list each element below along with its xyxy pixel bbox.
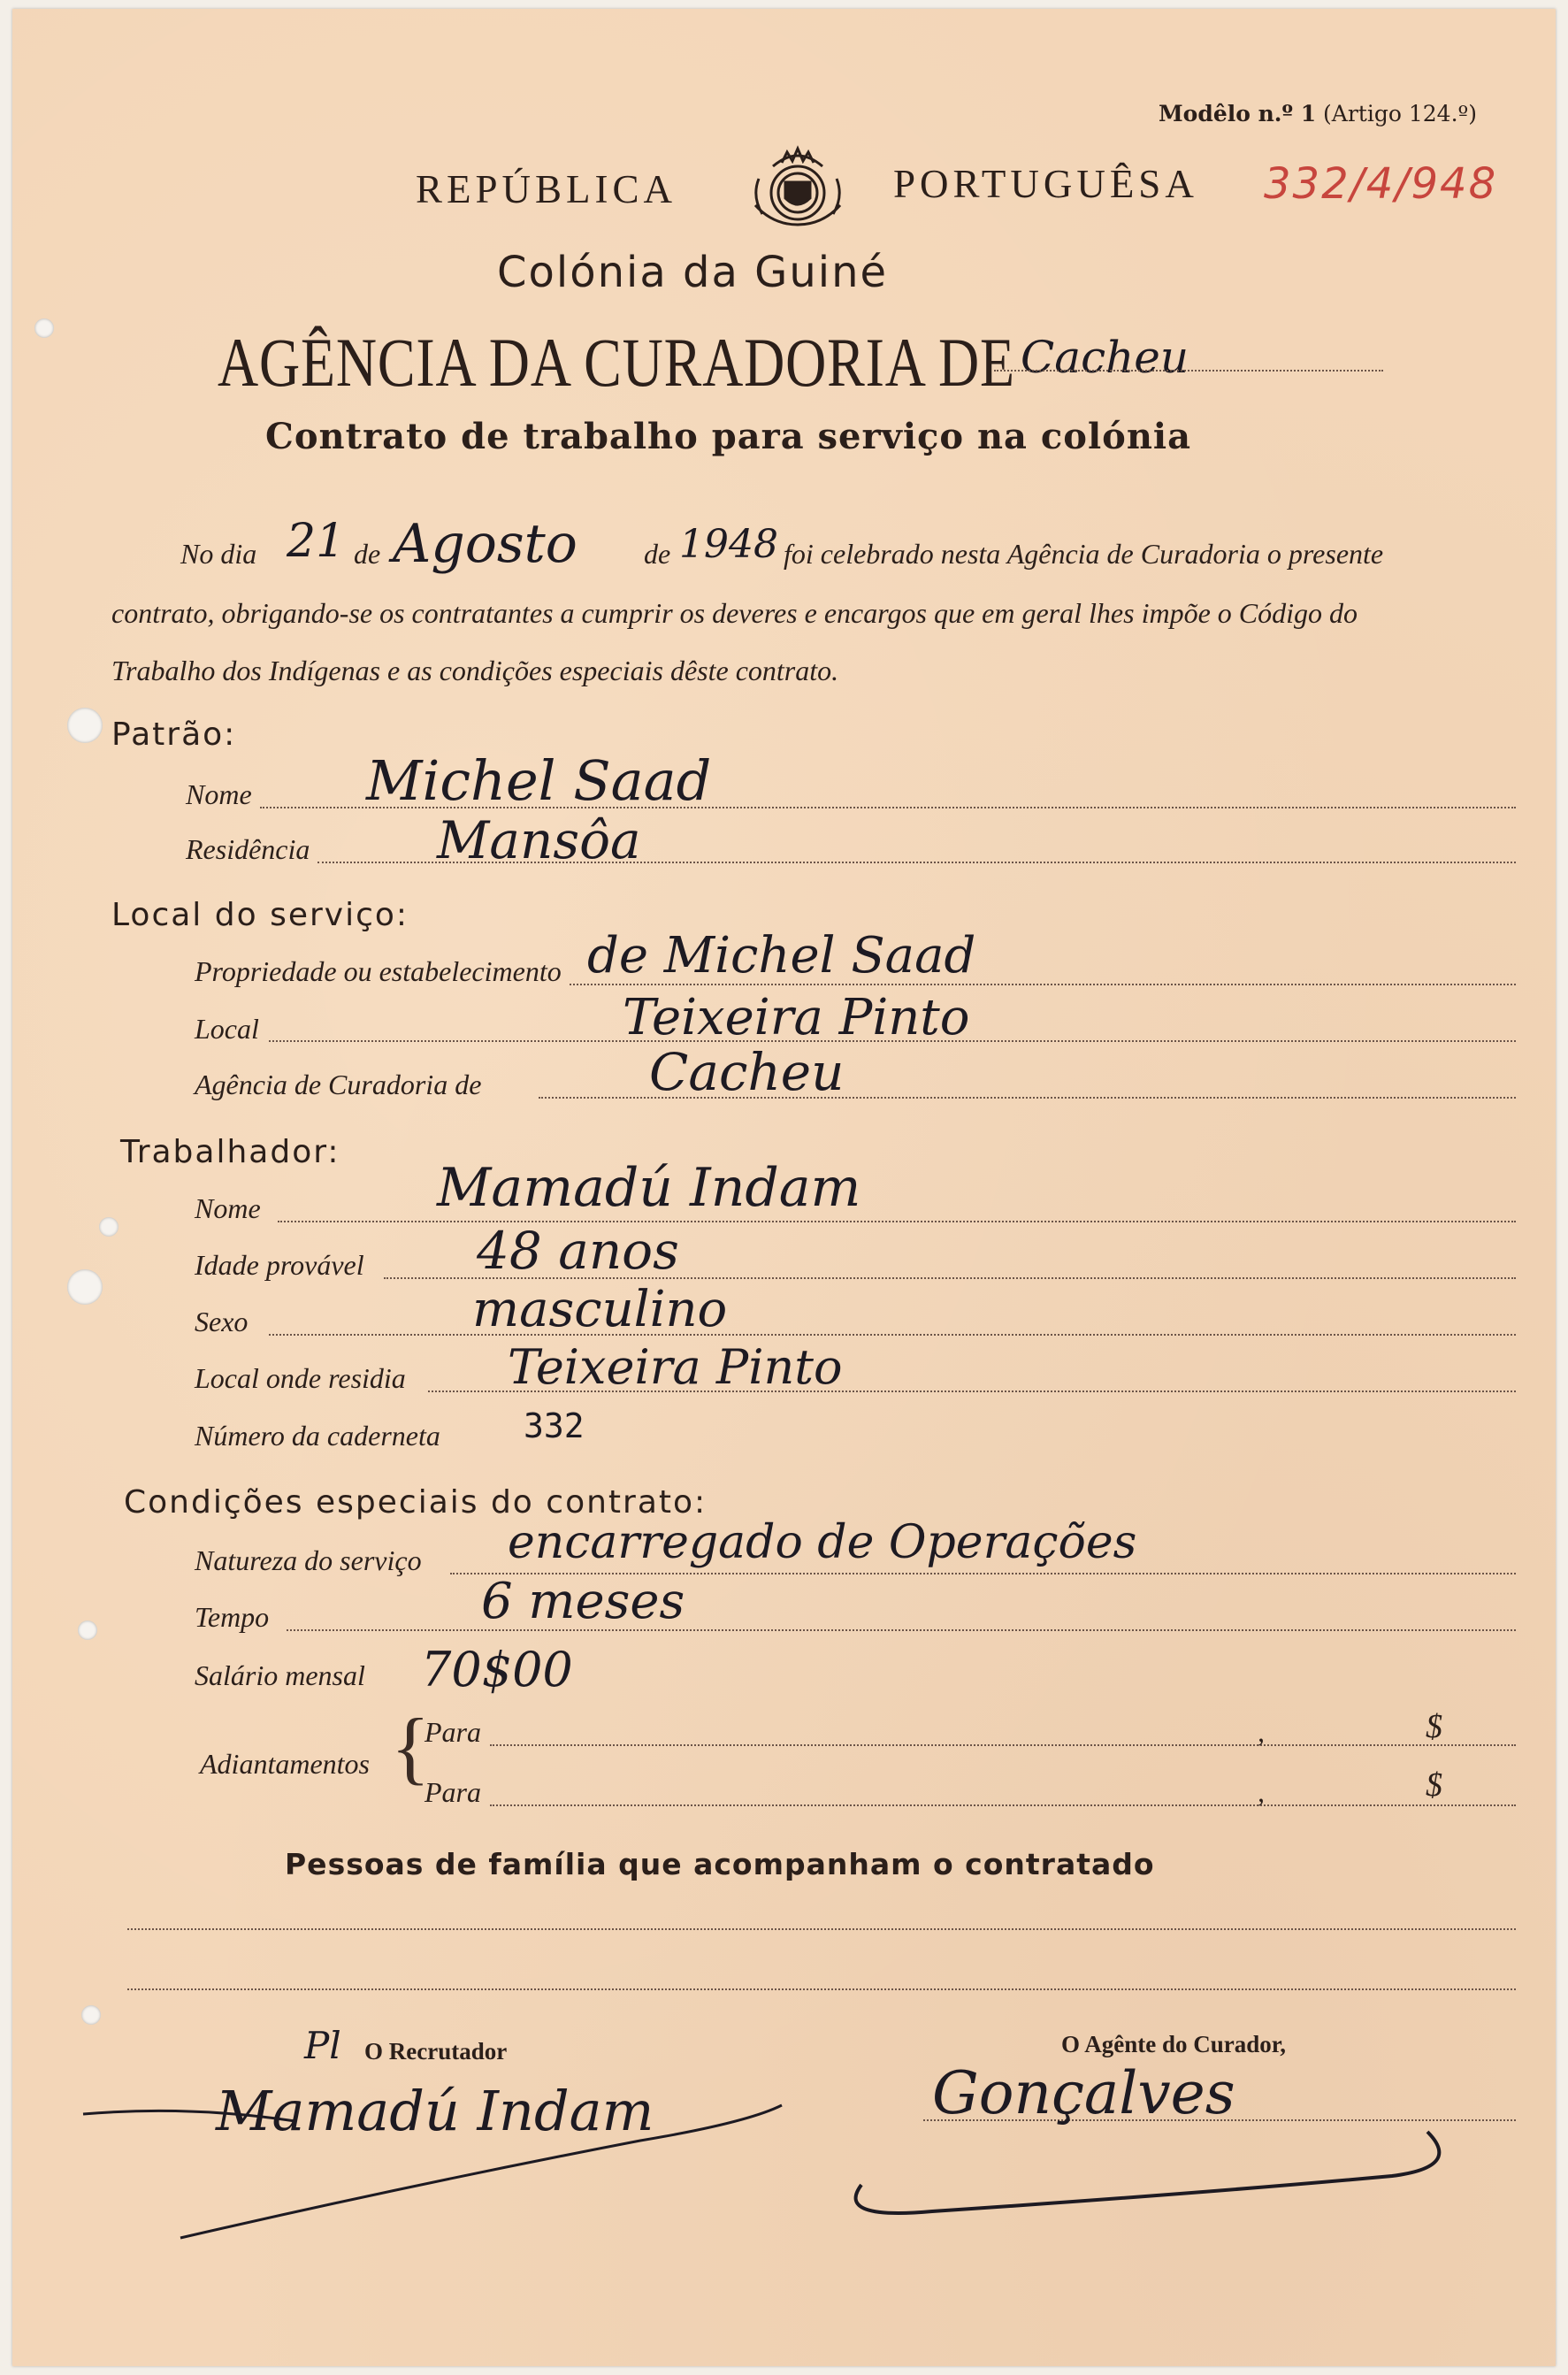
contract-title: Contrato de trabalho para serviço na colónia	[265, 416, 1192, 457]
punch-hole	[81, 2005, 101, 2025]
adiantamento-dollar-2: $	[1426, 1766, 1442, 1804]
punch-hole	[99, 1217, 119, 1237]
familia-heading: Pessoas de família que acompanham o contratado	[285, 1847, 1155, 1881]
local-agencia-value: Cacheu	[649, 1042, 845, 1102]
agencia-value: Cacheu	[1021, 332, 1189, 383]
sexo-value: masculino	[472, 1281, 728, 1338]
propriedade-label: Propriedade ou estabelecimento	[195, 955, 562, 987]
familia-line-1	[127, 1928, 1516, 1930]
intro-no-dia: No dia	[180, 538, 257, 570]
familia-line-2	[127, 1988, 1516, 1990]
adiantamento-para-2: Para	[425, 1776, 481, 1808]
intro-line-1: foi celebrado nesta Agência de Curadoria o presente	[784, 538, 1384, 570]
recrutador-signature: Mamadú Indam	[216, 2079, 654, 2143]
punch-hole	[67, 1269, 103, 1305]
agente-label: O Agênte do Curador,	[1061, 2031, 1287, 2057]
sexo-label: Sexo	[195, 1306, 249, 1337]
republica-text: REPÚBLICA	[416, 167, 677, 211]
punch-hole	[34, 318, 54, 338]
adiantamento-dollar-1: $	[1426, 1708, 1442, 1745]
punch-hole	[67, 708, 103, 743]
patrao-residencia-label: Residência	[186, 833, 310, 865]
punch-hole	[78, 1620, 97, 1640]
trabalhador-nome-value: Mamadú Indam	[437, 1157, 861, 1219]
patrao-nome-value: Michel Saad	[366, 748, 712, 813]
local-servico-heading: Local do serviço:	[111, 897, 409, 933]
portuguesa-text: PORTUGUÊSA	[893, 162, 1198, 206]
intro-line-2: contrato, obrigando-se os contratantes a cumprir os deveres e encargos que em geral lhes impõe o Código do	[111, 597, 1358, 629]
intro-de-1: de	[354, 538, 381, 570]
adiantamento-comma-2: ,	[1258, 1776, 1265, 1808]
recrutador-label: O Recrutador	[364, 2038, 508, 2065]
patrao-nome-label: Nome	[186, 778, 252, 810]
model-number-bold: Modêlo n.º 1	[1159, 101, 1317, 126]
local-value: Teixeira Pinto	[623, 989, 970, 1046]
idade-label: Idade provável	[195, 1249, 364, 1281]
trabalhador-heading: Trabalhador:	[120, 1134, 340, 1170]
intro-year: 1948	[679, 522, 778, 567]
trabalhador-nome-line	[278, 1221, 1516, 1222]
patrao-heading: Patrão:	[111, 716, 237, 753]
tempo-value: 6 meses	[481, 1573, 685, 1630]
adiantamentos-brace: {	[391, 1702, 431, 1792]
coat-of-arms-icon	[746, 143, 849, 232]
adiantamento-para-1: Para	[425, 1716, 481, 1748]
adiantamentos-label: Adiantamentos	[200, 1748, 370, 1780]
condicoes-heading: Condições especiais do contrato:	[124, 1484, 708, 1521]
sexo-line	[269, 1334, 1516, 1336]
caderneta-value: 332	[524, 1406, 585, 1445]
adiantamento-line-2	[490, 1804, 1516, 1806]
colonia-heading: Colónia da Guiné	[497, 248, 889, 297]
propriedade-value: de Michel Saad	[587, 927, 976, 984]
recrutador-signature-flourish	[74, 2079, 853, 2256]
intro-line-3: Trabalho dos Indígenas e as condições especiais dêste contrato.	[111, 655, 839, 686]
model-article: (Artigo 124.º)	[1323, 101, 1478, 126]
agente-signature-flourish	[844, 2114, 1463, 2220]
trabalhador-nome-label: Nome	[195, 1192, 261, 1224]
tempo-line	[287, 1629, 1516, 1631]
local-label: Local	[195, 1013, 259, 1045]
intro-de-2: de	[644, 538, 671, 570]
salario-value: 70$00	[421, 1642, 573, 1697]
tempo-label: Tempo	[195, 1601, 270, 1633]
natureza-value: encarregado de Operações	[508, 1516, 1137, 1569]
model-number	[1159, 101, 1477, 126]
salario-label: Salário mensal	[195, 1659, 365, 1691]
local-agencia-label: Agência de Curadoria de	[195, 1069, 482, 1100]
adiantamento-comma-1: ,	[1258, 1716, 1265, 1748]
intro-day: 21	[287, 515, 346, 568]
contract-document	[12, 9, 1556, 2366]
local-residia-value: Teixeira Pinto	[508, 1339, 843, 1395]
natureza-label: Natureza do serviço	[195, 1544, 422, 1576]
caderneta-label: Número da caderneta	[195, 1420, 440, 1452]
agente-signature: Gonçalves	[932, 2059, 1235, 2127]
agencia-line	[994, 370, 1383, 372]
recrutador-mark: Pl	[304, 2024, 341, 2067]
agencia-heading: AGÊNCIA DA CURADORIA DE	[218, 324, 1015, 401]
reference-number: 332/4/948	[1264, 159, 1498, 209]
intro-month: Agosto	[393, 513, 577, 575]
patrao-residencia-value: Mansôa	[437, 810, 641, 870]
idade-value: 48 anos	[477, 1221, 679, 1281]
adiantamento-line-1	[490, 1744, 1516, 1746]
local-residia-label: Local onde residia	[195, 1362, 406, 1394]
